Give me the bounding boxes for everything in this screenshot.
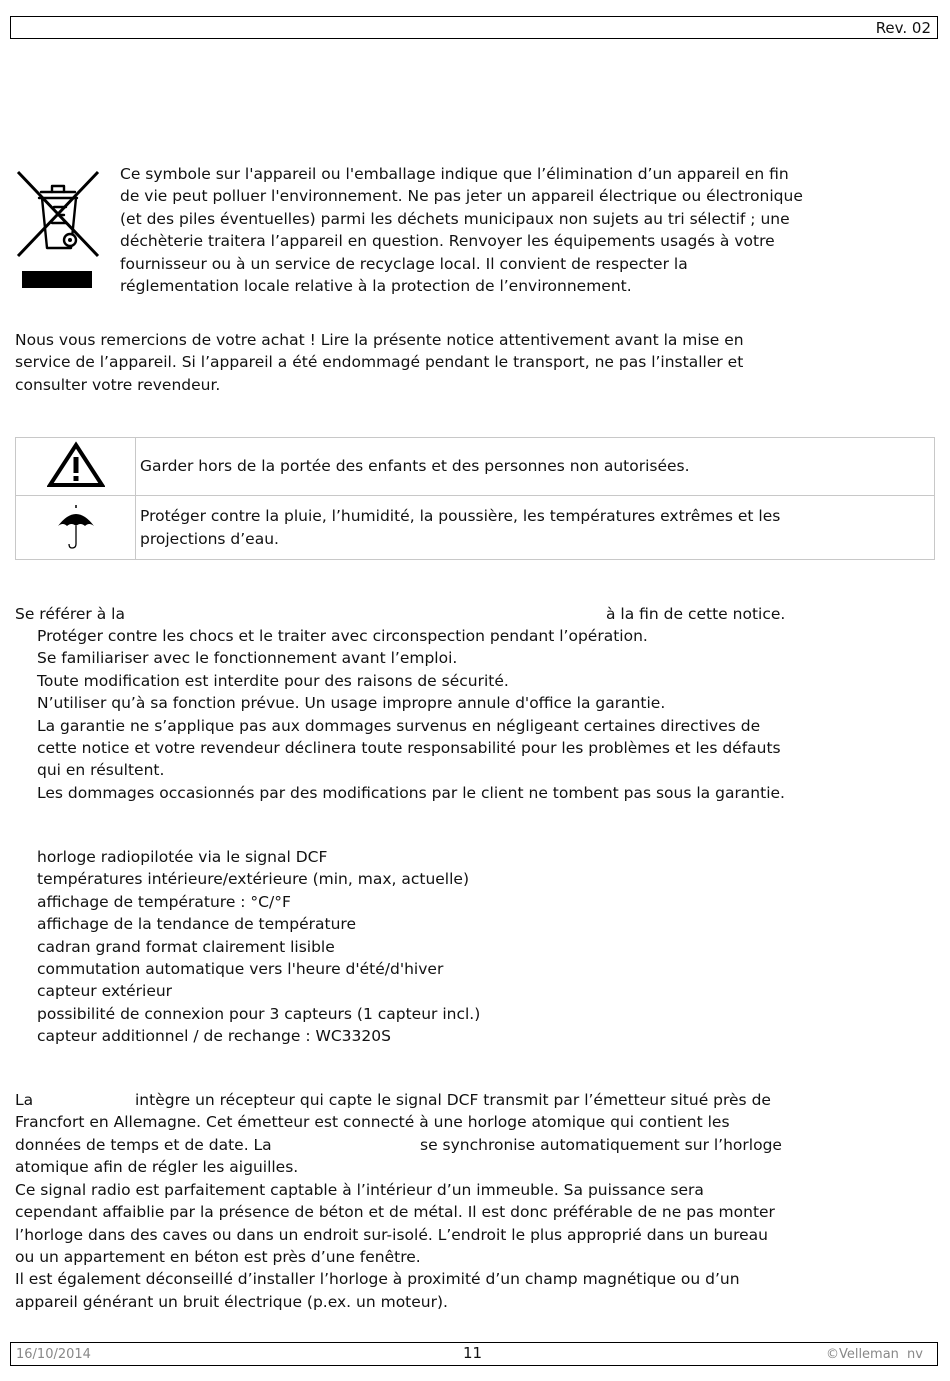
guideline-line: Toute modification est interdite pour des raisons de sécurité.: [37, 671, 509, 690]
dcf-line: cependant affaiblie par la présence de béton et de métal. Il est donc préférable de ne pas monter: [15, 1203, 775, 1221]
footer-copyright: ©Velleman nv: [825, 1347, 923, 1362]
feature-item: possibilité de connexion pour 3 capteurs (1 capteur incl.): [37, 1004, 481, 1023]
dcf-line: atomique afin de régler les aiguilles.: [15, 1158, 299, 1176]
guideline-line: qui en résultent.: [37, 761, 165, 780]
feature-item: capteur additionnel / de rechange : WC3320S: [37, 1027, 391, 1046]
dcf-line-1-end: intègre un récepteur qui capte le signal DCF transmit par l’émetteur situé près de: [135, 1091, 771, 1109]
disposal-line: (et des piles éventuelles) parmi les déchets municipaux non sujets au tri sélectif ; une: [120, 209, 790, 228]
guideline-line: cette notice et votre revendeur déclinera toute responsabilité pour les problèmes et les défauts: [37, 739, 781, 758]
disposal-line: déchèterie traitera l’appareil en question. Renvoyer les équipements usagés à votre: [120, 232, 775, 251]
warning-row: [16, 438, 935, 496]
footer-date: 16/10/2014: [16, 1347, 91, 1362]
feature-item: capteur extérieur: [37, 982, 173, 1001]
page-number: 11: [463, 1344, 483, 1362]
intro-paragraph: [15, 329, 744, 396]
feature-item: horloge radiopilotée via le signal DCF: [37, 848, 328, 866]
disposal-line: de vie peut polluer l'environnement. Ne pas jeter un appareil électrique ou électronique: [120, 187, 803, 206]
warning-row: [16, 496, 935, 560]
warning-icon-cell: [16, 496, 136, 560]
dcf-line-1-start: La: [15, 1091, 34, 1109]
warning-text: [136, 438, 935, 496]
feature-item: affichage de température : °C/°F: [37, 892, 291, 911]
umbrella-icon: [54, 502, 98, 550]
dcf-line: Il est également déconseillé d’installer l’horloge à proximité d’un champ magnétique ou d’un: [15, 1270, 740, 1288]
header-bar: [10, 16, 938, 39]
footer-bar: [10, 1342, 938, 1366]
intro-line: service de l’appareil. Si l’appareil a été endommagé pendant le transport, ne pas l’installer et: [15, 353, 744, 372]
dcf-line-3-start: données de temps et de date. La: [15, 1136, 272, 1154]
disposal-notice: [120, 163, 803, 297]
dcf-line-3-end: se synchronise automatiquement sur l’horloge: [420, 1136, 782, 1154]
guideline-line: N’utiliser qu’à sa fonction prévue. Un usage impropre annule d'office la garantie.: [37, 694, 666, 713]
intro-line: Nous vous remercions de votre achat ! Lire la présente notice attentivement avant la mise en: [15, 331, 744, 349]
feature-item: températures intérieure/extérieure (min, max, actuelle): [37, 870, 469, 889]
warning-icon-cell: [16, 438, 136, 496]
disposal-line: Ce symbole sur l'appareil ou l'emballage indique que l’élimination d’un appareil en fin: [120, 165, 789, 183]
warning-triangle-icon: [47, 441, 105, 489]
dcf-line: Francfort en Allemagne. Cet émetteur est connecté à une horloge atomique qui contient les: [15, 1113, 730, 1131]
feature-item: affichage de la tendance de température: [37, 915, 356, 934]
guideline-line: Se familiariser avec le fonctionnement avant l’emploi.: [37, 649, 458, 668]
safety-warnings-table: [15, 437, 935, 560]
guideline-line: Les dommages occasionnés par des modifications par le client ne tombent pas sous la garantie.: [37, 783, 785, 802]
feature-item: cadran grand format clairement lisible: [37, 937, 335, 956]
guidelines-intro: [15, 603, 125, 625]
dcf-line: Ce signal radio est parfaitement captable à l’intérieur d’un immeuble. Sa puissance sera: [15, 1181, 704, 1199]
warning-text: [136, 496, 935, 560]
guidelines-intro-end: à la fin de cette notice.: [606, 605, 786, 623]
warning-text-line: projections d’eau.: [140, 529, 279, 548]
disposal-line: réglementation locale relative à la protection de l’environnement.: [120, 277, 632, 296]
warning-text-line: Protéger contre la pluie, l’humidité, la poussière, les températures extrêmes et les: [140, 507, 781, 526]
feature-item: commutation automatique vers l'heure d'été/d'hiver: [37, 960, 444, 979]
guidelines-intro-start: Se référer à la: [15, 605, 125, 623]
guideline-line: Protéger contre les chocs et le traiter avec circonspection pendant l’opération.: [37, 627, 648, 645]
weee-bin-icon: [14, 170, 102, 294]
dcf-line: l’horloge dans des caves ou dans un endroit sur-isolé. L’endroit le plus approprié dans un bureau: [15, 1226, 768, 1244]
warning-text-line: Garder hors de la portée des enfants et des personnes non autorisées.: [140, 457, 690, 476]
features-list: [37, 846, 480, 1048]
guideline-line: La garantie ne s’applique pas aux dommages survenus en négligeant certaines directives de: [37, 716, 761, 735]
dcf-line: appareil générant un bruit électrique (p.ex. un moteur).: [15, 1293, 448, 1311]
guidelines-list: [37, 625, 785, 804]
intro-line: consulter votre revendeur.: [15, 375, 221, 394]
revision-label: Rev. 02: [875, 19, 931, 37]
dcf-line: ou un appartement en béton est près d’une fenêtre.: [15, 1248, 421, 1266]
disposal-line: fournisseur ou à un service de recyclage local. Il convient de respecter la: [120, 254, 688, 273]
